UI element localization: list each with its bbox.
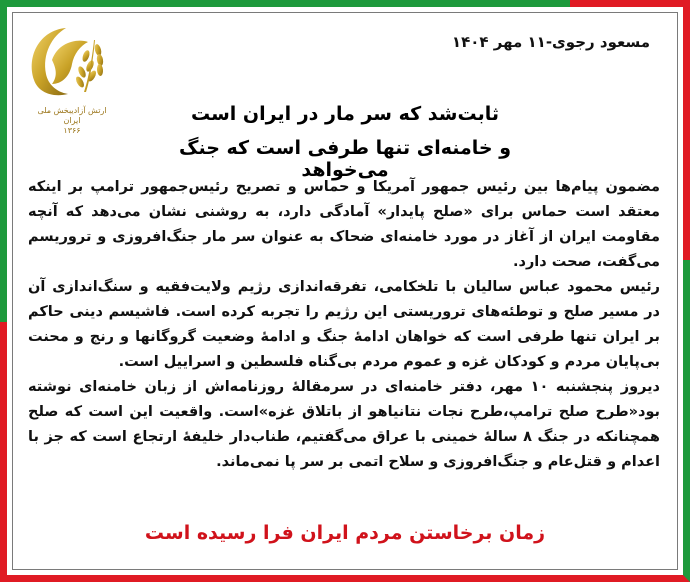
logo-caption — [32, 106, 112, 136]
dateline: مسعود رجوی-۱۱ مهر ۱۴۰۴ — [451, 33, 650, 51]
headline-line-2: و خامنه‌ای تنها طرفی است که جنگ می‌خواهد — [178, 137, 512, 181]
paragraph-2: رئیس محمود عباس سالیان با تلخکامی، تفرقه‌اندازی رژیم ولایت‌فقیه و سنگ‌اندازی آن در مسیر صلح و توطئه‌های تروریستی این رژیم را تجربه کرده است. فاشیسم دینی حاکم بر ایران تنها طرفی است که خواهان ادامهٔ جنگ و ادامهٔ وضعیت گروگانها و رنج و محنت بی‌پایان مردم و کودکان غزه و عموم مردم بی‌گناه فلسطین و اسراییل است. — [28, 279, 660, 370]
border-red-segment-top — [570, 0, 690, 7]
nla-logo — [22, 20, 116, 135]
paragraph-3: دیروز پنجشنبه ۱۰ مهر، دفتر خامنه‌ای در سرمقالهٔ روزنامه‌اش از زبان خامنه‌ای نوشته بود«طرح صلح ترامپ،طرح نجات نتانیاهو از باتلاق غزه»است. واقعیت این است که صلح همچنانکه در جنگ ۸ سالهٔ خمینی با عراق می‌گفتیم، طناب‌دار خلیفهٔ ارتجاع است که جز با اعدام و قتل‌عام و جنگ‌افروزی و سلاح اتمی بر سر پا نمی‌ماند. — [28, 379, 660, 470]
statement-body — [28, 175, 660, 475]
wheat-dove-logo-icon — [22, 20, 116, 110]
footer-slogan: زمان برخاستن مردم ایران فرا رسیده است — [144, 522, 546, 544]
logo-year: ۱۳۶۶ — [63, 126, 81, 135]
paragraph-1: مضمون پیام‌ها بین رئیس جمهور آمریکا و حماس و تصریح رئیس‌جمهور ترامپ بر اینکه معتقد است حماس برای «صلح پایدار» آمادگی دارد، به روشنی نشان می‌دهد که آنچه مقاومت ایران از آغاز در مورد خامنه‌ای ضحاک به عنوان سر مار جنگ‌افروزی و تروریسم می‌گفت، صحت دارد. — [28, 179, 660, 270]
logo-caption-text: ارتش آزادیبخش ملی ایران — [37, 106, 107, 125]
border-green-segment — [0, 0, 7, 290]
headline-line-1: ثابت‌شد که سر مار در ایران است — [191, 103, 499, 125]
border-red-segment-right — [683, 0, 690, 260]
